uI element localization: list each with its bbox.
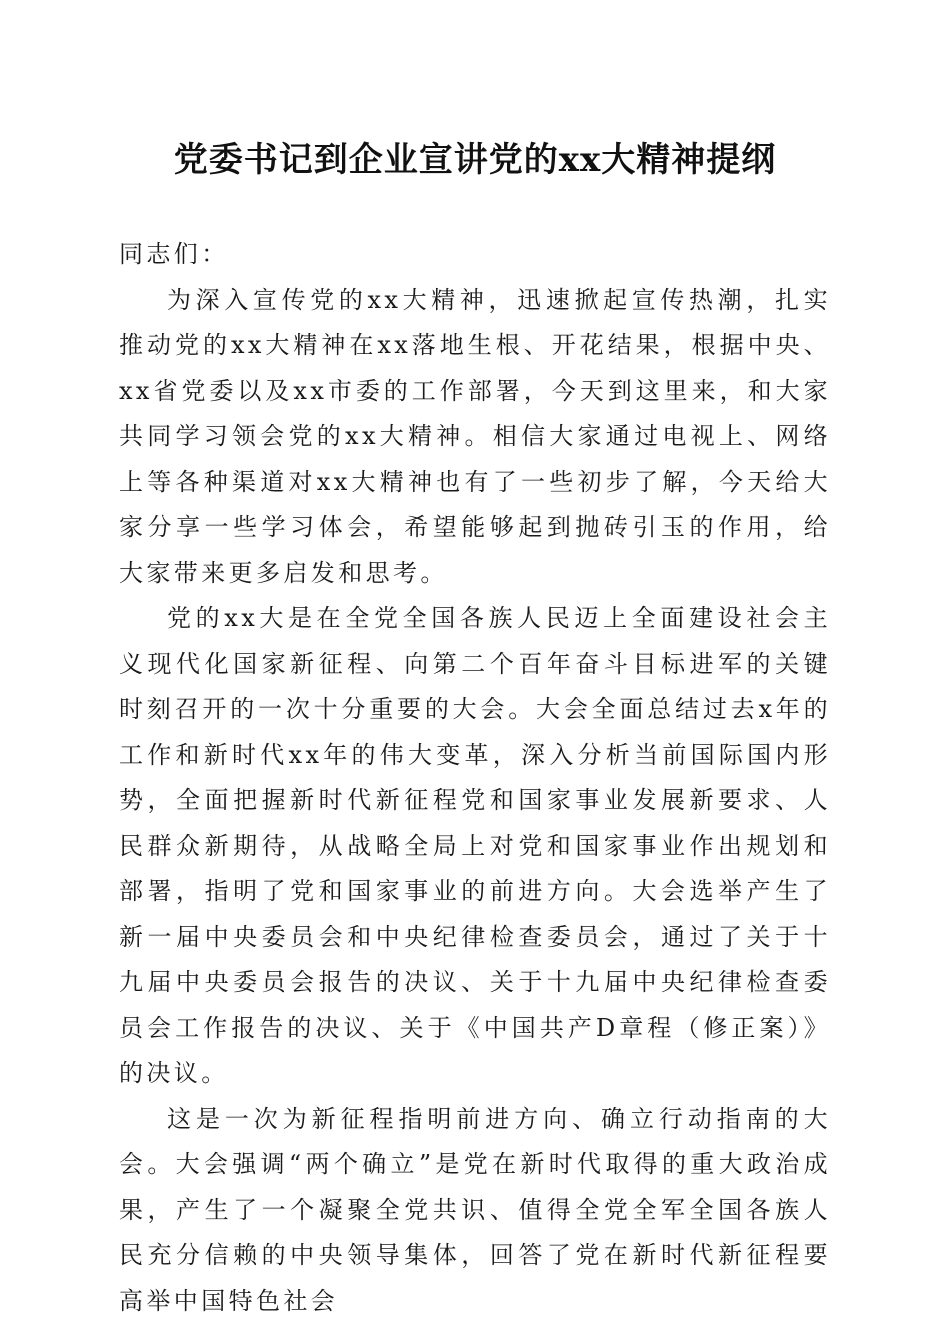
paragraph-1: 为深入宣传党的xx大精神，迅速掀起宣传热潮，扎实推动党的xx大精神在xx落地生根、开花结果，根据中央、xx省党委以及xx市委的工作部署，今天到这里来，和大家共同学习领会党的xx大精神。相信大家通过电视上、网络上等各种渠道对xx大精神也有了一些初步了解，今天给大家分享一些学习体会，希望能够起到抛砖引玉的作用，给大家带来更多启发和思考。 — [119, 285, 831, 587]
paragraph-3: 这是一次为新征程指明前进方向、确立行动指南的大会。大会强调“两个确立”是党在新时代取得的重大政治成果，产生了一个凝聚全党共识、值得全党全军全国各族人民充分信赖的中央领导集体，回答了党在新时代新征程要高举中国特色社会 — [119, 1104, 831, 1315]
paragraph-2: 党的xx大是在全党全国各族人民迈上全面建设社会主义现代化国家新征程、向第二个百年奋斗目标进军的关键时刻召开的一次十分重要的大会。大会全面总结过去x年的工作和新时代xx年的伟大变革，深入分析当前国际国内形势，全面把握新时代新征程党和国家事业发展新要求、人民群众新期待，从战略全局上对党和国家事业作出规划和部署，指明了党和国家事业的前进方向。大会选举产生了新一届中央委员会和中央纪律检查委员会，通过了关于十九届中央委员会报告的决议、关于十九届中央纪律检查委员会工作报告的决议、关于《中国共产D章程（修正案）》的决议。 — [119, 604, 831, 1087]
document-body — [119, 232, 831, 1324]
salutation: 同志们： — [119, 240, 229, 268]
document-title: 党委书记到企业宣讲党的xx大精神提纲 — [173, 140, 777, 180]
